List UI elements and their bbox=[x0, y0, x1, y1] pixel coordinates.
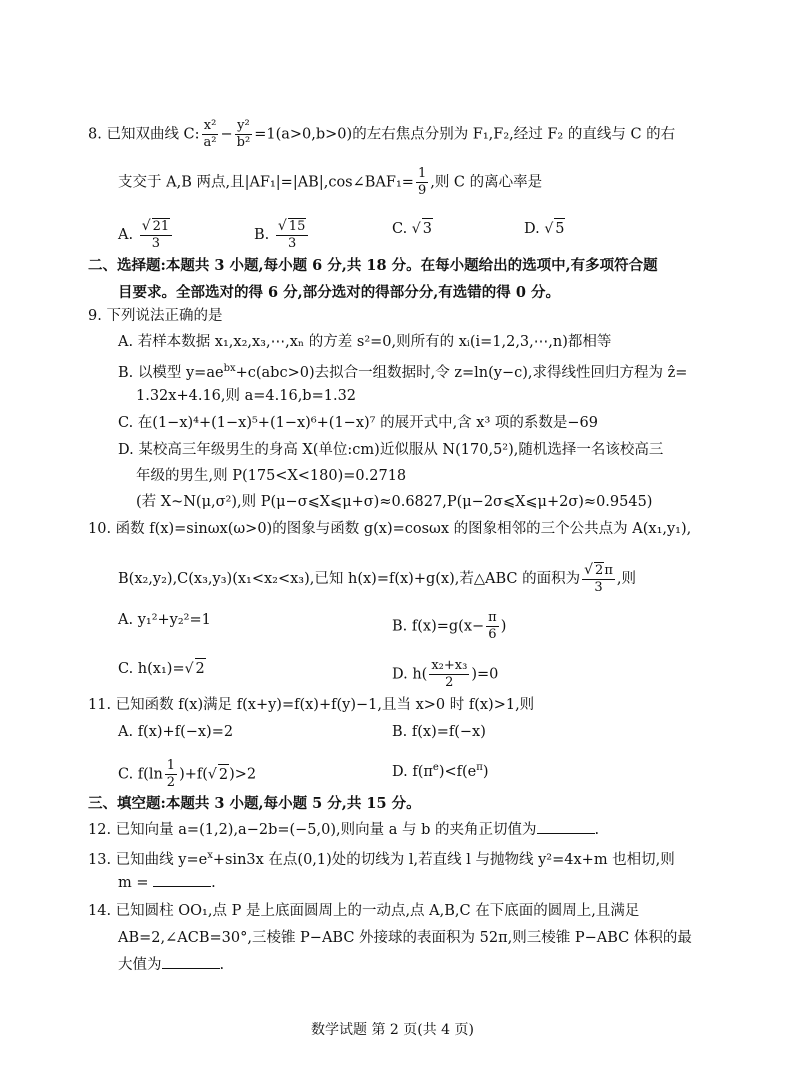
q9-option-b: B. 以模型 $y=ae^{bx}+c(abc>0)$去拟合一组数据时,令 z=ln(y−c),求得线性回归方程为 ẑ= bbox=[118, 363, 688, 381]
q8-frac-x: $\frac{\text{x²}}{\text{a²}}$ bbox=[203, 118, 217, 150]
q8-option-a: A. $\frac{√ 21}{3}$ bbox=[118, 218, 174, 252]
q8-frac-19: $\frac{1}{9}$ bbox=[417, 166, 427, 198]
q10-option-a: A. y₁²+y₂²=1 bbox=[118, 612, 211, 628]
q10-option-d: D. h( $\frac{\text{x₂+x₃}}{2}$ )=0 bbox=[392, 658, 499, 690]
q8-number: 8. bbox=[88, 126, 102, 143]
q11-stem: 11. 已知函数 f(x)满足 f(x+y)=f(x)+f(y)−1,且当 x>0 时 f(x)>1,则 bbox=[88, 697, 535, 713]
q8-frac-y: $\frac{\text{y²}}{\text{b²}}$ bbox=[236, 118, 251, 150]
q10-line2: B(x₂,y₂),C(x₃,y₃)(x₁<x₂<x₃),已知 h(x)=f(x)+g(x),若△ABC 的面积为 $\frac{√ 2\pi}{3}$ ,则 bbox=[118, 562, 636, 595]
q14-line1: 14. 已知圆柱 OO₁,点 P 是上底面圆周上的一动点,点 A,B,C 在下底面的圆周上,且满足 bbox=[88, 903, 640, 919]
q10-option-c: C. h(x₁)=√ 2 bbox=[118, 658, 206, 679]
q9-option-d-cont: 年级的男生,则 P(175<X<180)=0.2718 bbox=[136, 468, 407, 484]
q13-line2: m = . bbox=[118, 875, 216, 891]
q9-option-d: D. 某校高三年级男生的身高 X(单位:cm)近似服从 N(170,5²),随机选择一名该校高三 bbox=[118, 442, 664, 458]
section3-heading: 三、填空题:本题共 3 小题,每小题 5 分,共 15 分。 bbox=[88, 795, 421, 812]
q8-line2: 支交于 A,B 两点,且|AF₁|=|AB|,cos∠BAF₁= $\frac{1}{9}$ ,则 C 的离心率是 bbox=[118, 166, 543, 198]
page-footer: 数学试题 第 2 页(共 4 页) bbox=[311, 1022, 474, 1038]
q9-option-a: A. 若样本数据 x₁,x₂,x₃,⋯,xₙ 的方差 s²=0,则所有的 xᵢ(i=1,2,3,⋯,n)都相等 bbox=[118, 334, 612, 350]
q9-option-b-cont: 1.32x+4.16,则 a=4.16,b=1.32 bbox=[136, 388, 357, 404]
q10-option-b: B. f(x)=g(x− $\frac{\pi}{6}$ ) bbox=[392, 610, 507, 642]
section2-heading-line1: 二、选择题:本题共 3 小题,每小题 6 分,共 18 分。在每小题给出的选项中,有多项符合题 bbox=[88, 257, 658, 274]
q9-option-d-note: (若 X~N(μ,σ²),则 P(μ−σ⩽X⩽μ+σ)≈0.6827,P(μ−2σ⩽X⩽μ+2σ)≈0.9545) bbox=[136, 494, 653, 510]
q8-option-c: C. √ 3 bbox=[392, 218, 433, 239]
q8-text-b: =1(a>0,b>0)的左右焦点分别为 F₁,F₂,经过 F₂ 的直线与 C 的右 bbox=[254, 126, 676, 143]
q9-stem: 9. 下列说法正确的是 bbox=[88, 308, 223, 324]
q9-option-c: C. 在(1−x)⁴+(1−x)⁵+(1−x)⁶+(1−x)⁷ 的展开式中,含 x³ 项的系数是−69 bbox=[118, 415, 598, 431]
q8-text-a: 已知双曲线 C: bbox=[106, 126, 200, 143]
q14-answer-blank bbox=[162, 968, 220, 969]
q12-answer-blank bbox=[537, 833, 595, 834]
q12-line: 12. 已知向量 a=(1,2),a−2b=(−5,0),则向量 a 与 b 的夹角正切值为 . bbox=[88, 822, 600, 838]
q13-line1: 13. 已知曲线 $y=e^x+\sin 3x$ 在点(0,1)处的切线为 l,若直线 l 与抛物线 y²=4x+m 也相切,则 bbox=[88, 850, 675, 868]
q11-option-b: B. f(x)=f(−x) bbox=[392, 724, 486, 740]
q11-option-c: C. f(ln $\frac{1}{2}$ )+f(√ 2)>2 bbox=[118, 758, 257, 790]
q8-line1: 8. 已知双曲线 C: $\frac{\text{x²}}{\text{a²}}$ − $\frac{\text{y²}}{\text{b²}}$ =1(a>0,b>0)的左右焦点分别为 F₁,F₂,经过 F₂ 的直线与 C 的右 bbox=[88, 118, 676, 150]
q14-line2: AB=2,∠ACB=30°,三棱锥 P−ABC 外接球的表面积为 52π,则三棱锥 P−ABC 体积的最 bbox=[118, 930, 692, 946]
q8-option-b: B. $\frac{√ 15}{3}$ bbox=[254, 218, 310, 252]
q10-line1: 10. 函数 f(x)=sinωx(ω>0)的图象与函数 g(x)=cosωx 的图象相邻的三个公共点为 A(x₁,y₁), bbox=[88, 521, 692, 537]
q14-line3: 大值为 . bbox=[118, 957, 225, 973]
q13-answer-blank bbox=[153, 886, 211, 887]
q11-option-a: A. f(x)+f(−x)=2 bbox=[118, 724, 234, 740]
q8-option-d: D. √ 5 bbox=[524, 218, 565, 239]
section2-heading-line2: 目要求。全部选对的得 6 分,部分选对的得部分分,有选错的得 0 分。 bbox=[118, 284, 560, 301]
q11-option-d: D. $f(\pi^e)<f(e^\pi)$ bbox=[392, 762, 489, 780]
